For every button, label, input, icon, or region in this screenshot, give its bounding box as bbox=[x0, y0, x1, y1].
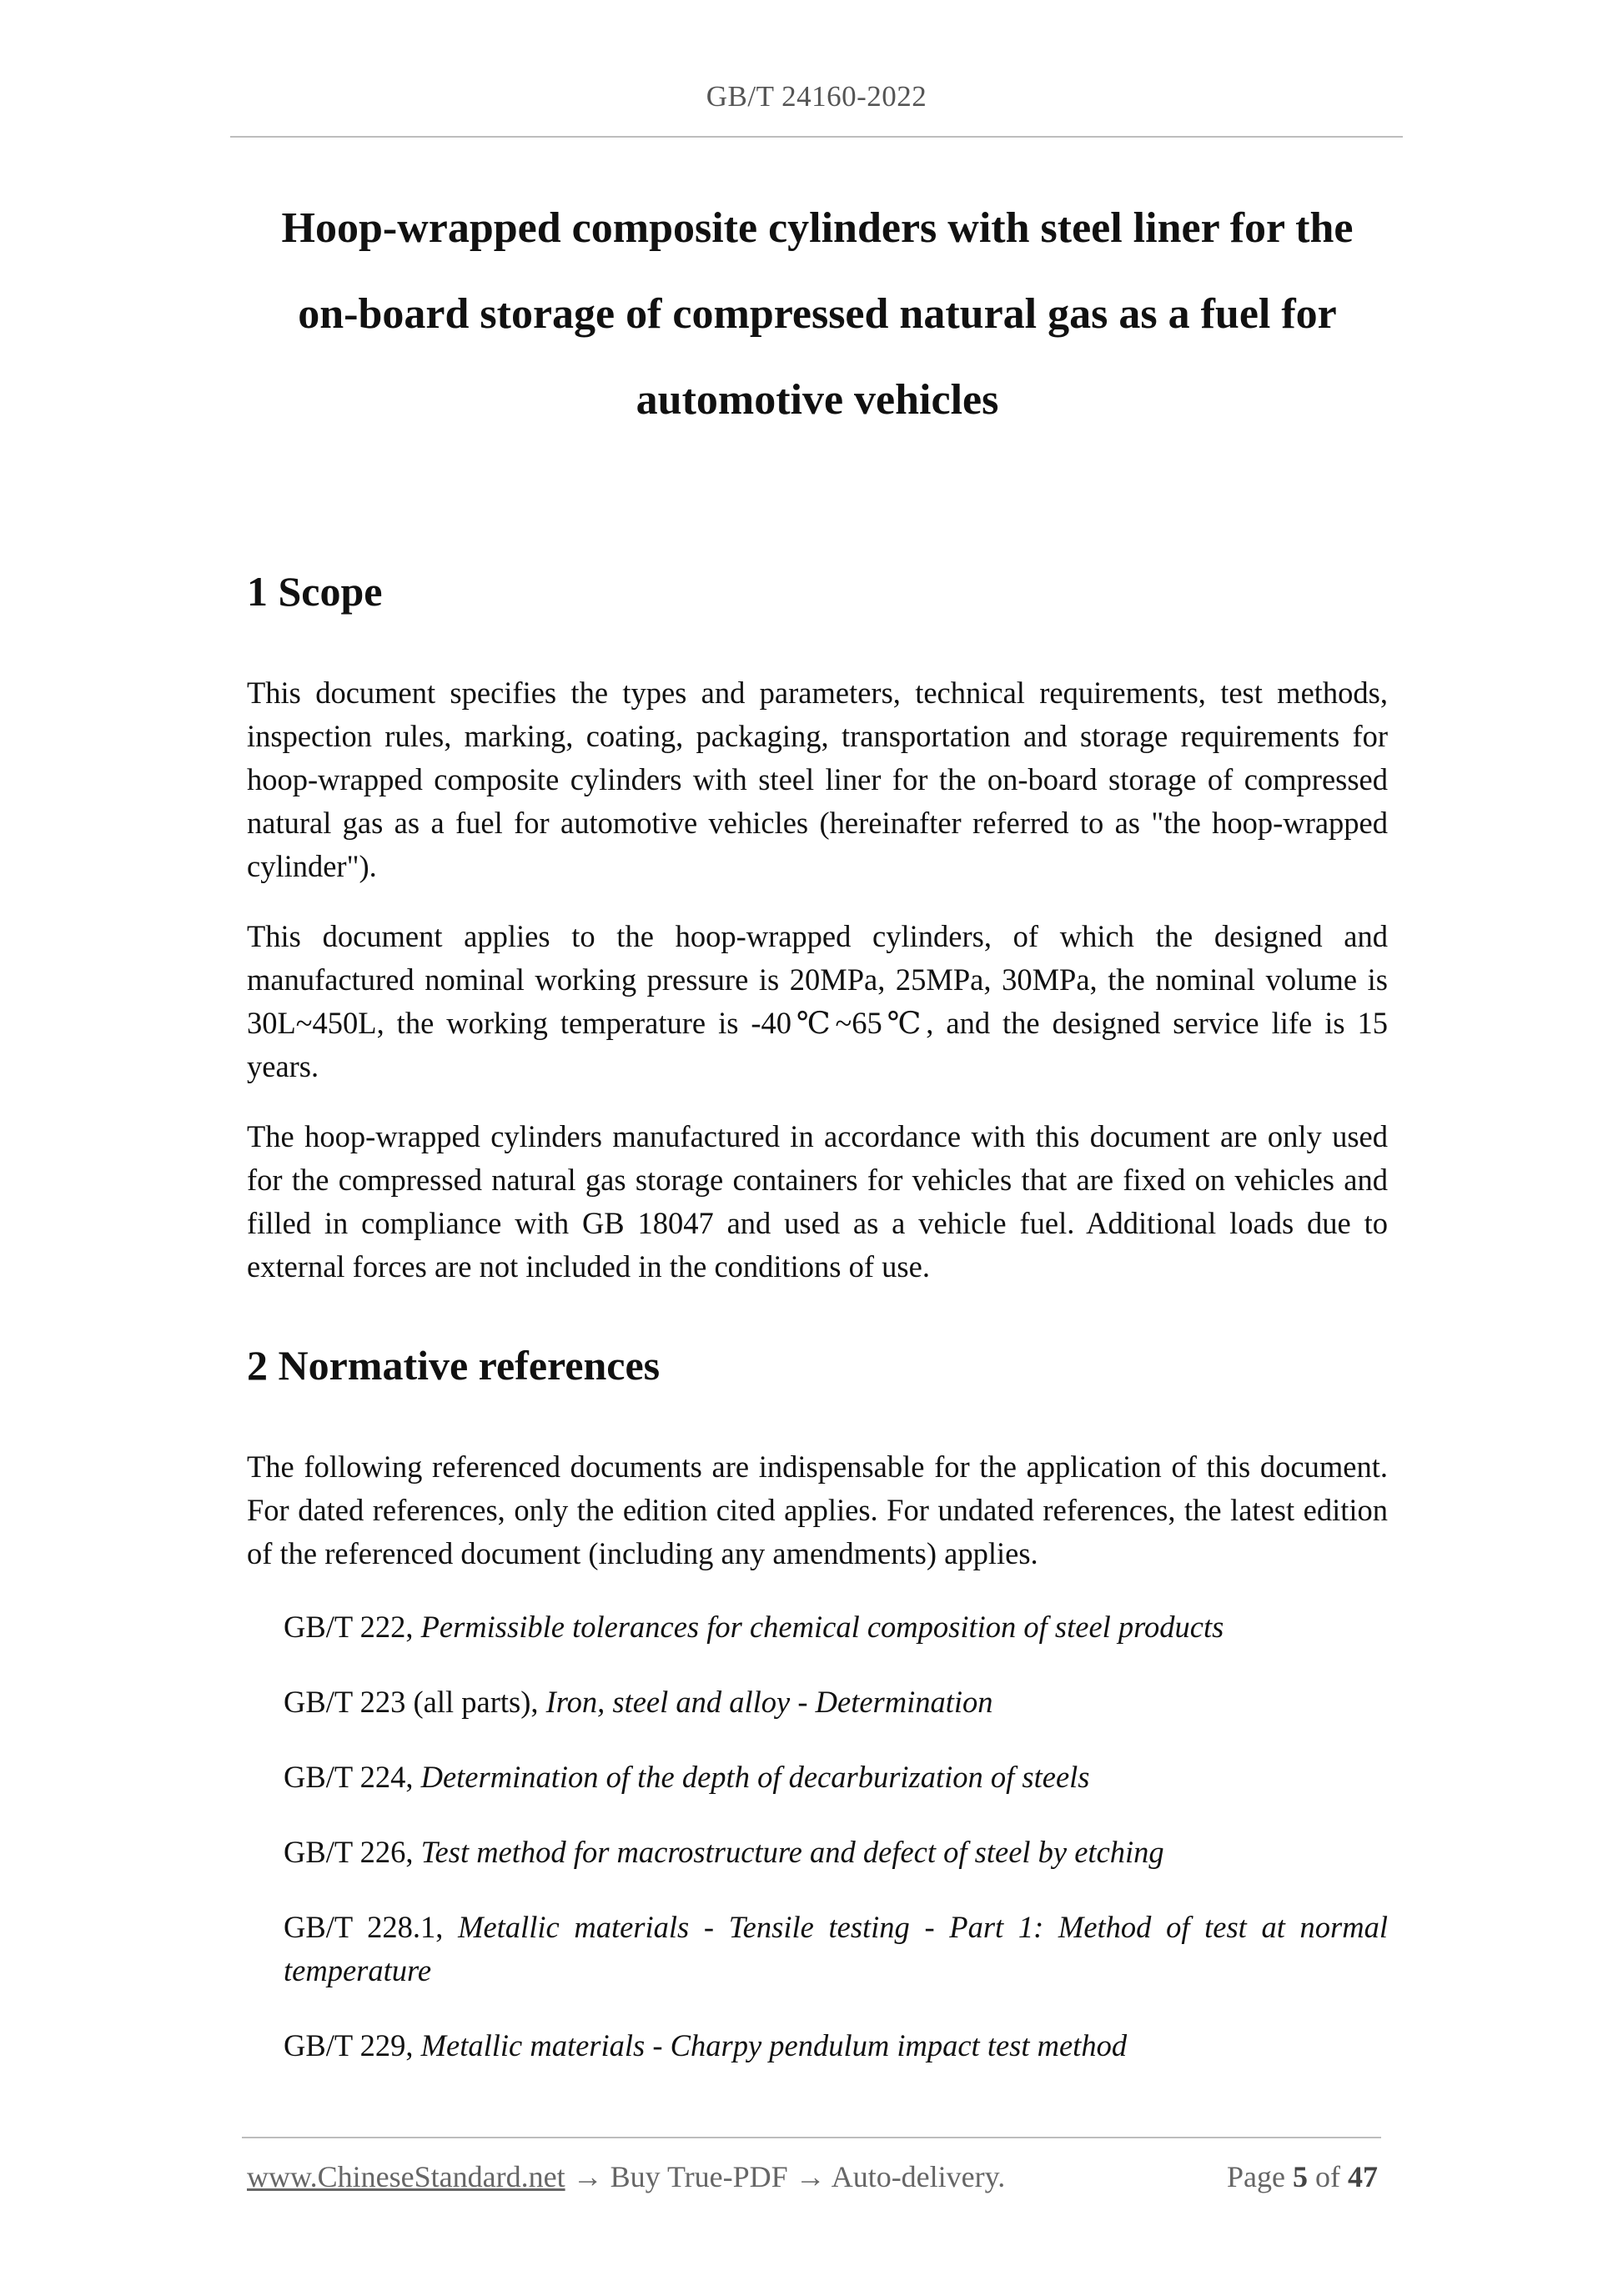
references-intro-paragraph: The following referenced documents are indispensable for the application of this document. For dated references, only the edition cited applies. For undated references, the latest edition of the referenced document (including any amendments) applies. bbox=[247, 1449, 1388, 1570]
footer-left bbox=[247, 2159, 1005, 2194]
reference-code: GB/T 229, bbox=[284, 2028, 421, 2062]
section-heading-scope: 1 Scope bbox=[247, 568, 383, 615]
footer-divider bbox=[242, 2137, 1381, 2138]
reference-title: Permissible tolerances for chemical composition of steel products bbox=[420, 1610, 1224, 1644]
reference-code: GB/T 228.1, bbox=[284, 1910, 459, 1944]
page-label: Page bbox=[1227, 2160, 1293, 2193]
page-indicator bbox=[1227, 2159, 1378, 2194]
scope-paragraph: This document applies to the hoop-wrapped cylinders, of which the designed and manufactured nominal working pressure is 20MPa, 25MPa, 30MPa, the nominal volume is 30L~450L, the working temperature is -40℃~65℃, and the designed service life is 15 years. bbox=[247, 919, 1388, 1083]
running-header: GB/T 24160-2022 bbox=[706, 80, 927, 113]
reference-code: GB/T 222, bbox=[284, 1610, 421, 1644]
reference-item bbox=[284, 1756, 1388, 1799]
reference-item bbox=[284, 2024, 1388, 2067]
reference-list bbox=[284, 1605, 1388, 2099]
scope-paragraph: The hoop-wrapped cylinders manufactured in accordance with this document are only used for the compressed natural gas storage containers for vehicles that are fixed on vehicles and filled in compliance with GB 18047 and used as a vehicle fuel. Additional loads due to external forces are not included in the conditions of use. bbox=[247, 1119, 1388, 1284]
reference-title: Metallic materials - Charpy pendulum impact test method bbox=[420, 2028, 1128, 2062]
website-link[interactable]: www.ChineseStandard.net bbox=[247, 2160, 565, 2193]
title-line: Hoop-wrapped composite cylinders with steel liner for the bbox=[281, 204, 1354, 252]
total-pages-number: 47 bbox=[1348, 2160, 1378, 2193]
reference-item bbox=[284, 1605, 1388, 1649]
reference-item bbox=[284, 1681, 1388, 1724]
page-of-label: of bbox=[1308, 2160, 1348, 2193]
reference-title: Test method for macrostructure and defect of steel by etching bbox=[420, 1835, 1164, 1869]
reference-title: Metallic materials - Tensile testing - Part 1: Method of test at normal temperature bbox=[284, 1910, 1388, 1987]
document-title bbox=[250, 185, 1384, 443]
reference-code: GB/T 223 (all parts), bbox=[284, 1685, 546, 1719]
reference-title: Iron, steel and alloy - Determination bbox=[545, 1685, 993, 1719]
reference-title: Determination of the depth of decarburization of steels bbox=[420, 1760, 1090, 1794]
scope-paragraph: This document specifies the types and parameters, technical requirements, test methods, inspection rules, marking, coating, packaging, transportation and storage requirements for hoop-wrapped composite cylinders with steel liner for the on-board storage of compressed natural gas as a fuel for automotive vehicles (hereinafter referred to as "the hoop-wrapped cylinder"). bbox=[247, 676, 1388, 883]
reference-code: GB/T 226, bbox=[284, 1835, 421, 1869]
footer-purchase-text: → Buy True-PDF → Auto-delivery. bbox=[565, 2160, 1006, 2193]
reference-item bbox=[284, 1831, 1388, 1874]
title-line: on-board storage of compressed natural gas as a fuel for bbox=[298, 290, 1337, 338]
title-line: automotive vehicles bbox=[636, 376, 999, 424]
current-page-number: 5 bbox=[1293, 2160, 1308, 2193]
section-heading-normative-references: 2 Normative references bbox=[247, 1342, 661, 1389]
reference-item bbox=[284, 1906, 1388, 1992]
reference-code: GB/T 224, bbox=[284, 1760, 421, 1794]
header-divider bbox=[230, 136, 1403, 138]
